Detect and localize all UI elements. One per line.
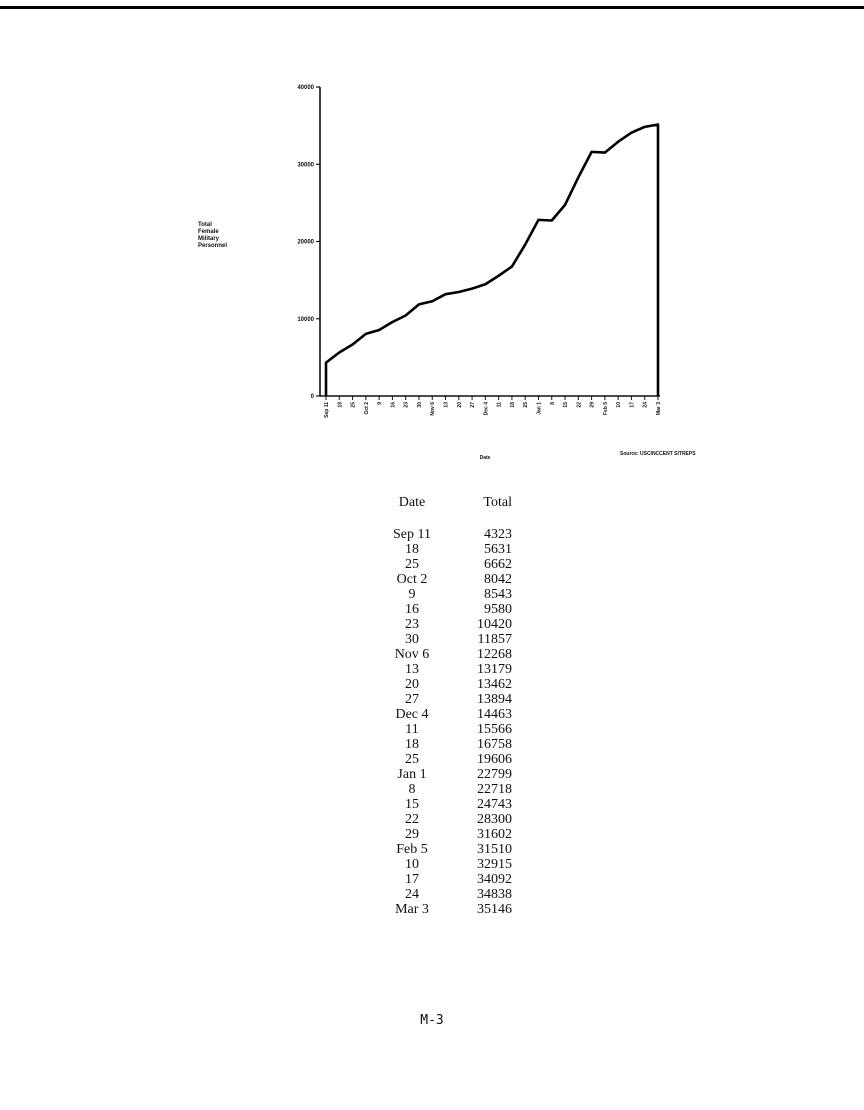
data-point bbox=[537, 219, 539, 221]
table-cell-total: 34092 bbox=[477, 872, 512, 887]
x-tick-label: 8 bbox=[549, 402, 556, 405]
data-point bbox=[351, 343, 353, 345]
x-tick-label: 25 bbox=[350, 402, 357, 408]
table-row bbox=[384, 542, 512, 557]
table-cell-date: 25 bbox=[405, 752, 419, 767]
table-cell-total: 11857 bbox=[477, 632, 512, 647]
x-axis-title: Date bbox=[479, 455, 491, 461]
data-point bbox=[391, 321, 393, 323]
y-axis-label-line: Total bbox=[198, 222, 212, 228]
table-cell-total: 13462 bbox=[477, 677, 512, 692]
table-row bbox=[384, 737, 512, 752]
data-point bbox=[497, 275, 499, 277]
data-point bbox=[511, 265, 513, 267]
table-cell-date: 13 bbox=[405, 662, 419, 677]
data-table bbox=[384, 495, 512, 917]
table-cell-total: 4323 bbox=[484, 527, 512, 542]
table-cell-total: 31602 bbox=[477, 827, 512, 842]
table-body bbox=[384, 527, 512, 917]
data-point bbox=[418, 303, 420, 305]
x-tick-label: 20 bbox=[456, 402, 463, 408]
table-row bbox=[384, 872, 512, 887]
line-chart bbox=[0, 0, 864, 470]
table-row bbox=[384, 902, 512, 917]
x-tick-label: 17 bbox=[629, 402, 636, 408]
table-cell-date: 9 bbox=[408, 587, 416, 602]
y-axis-label-line: Female bbox=[198, 229, 219, 235]
data-point bbox=[617, 141, 619, 143]
table-cell-total: 34838 bbox=[477, 887, 512, 902]
data-point bbox=[551, 219, 553, 221]
page-number: M-3 bbox=[420, 1013, 444, 1028]
x-tick-label: Jan 1 bbox=[536, 402, 543, 415]
table-row bbox=[384, 632, 512, 647]
table-cell-total: 35146 bbox=[477, 902, 512, 917]
x-tick-label: Sep 11 bbox=[324, 402, 330, 418]
x-tick-label: 9 bbox=[377, 402, 384, 405]
table-cell-total: 6662 bbox=[484, 557, 512, 572]
data-point bbox=[604, 151, 606, 153]
data-point bbox=[458, 291, 460, 293]
data-point bbox=[431, 300, 433, 302]
table-cell-total: 12268 bbox=[477, 647, 512, 662]
table-cell-total: 22799 bbox=[477, 767, 512, 782]
table-row bbox=[384, 842, 512, 857]
table-row bbox=[384, 827, 512, 842]
table-cell-date: Jan 1 bbox=[397, 767, 427, 782]
table-cell-date: Sep 11 bbox=[393, 527, 431, 542]
table-cell-total: 9580 bbox=[484, 602, 512, 617]
table-cell-date: 17 bbox=[405, 872, 419, 887]
x-tick-label: 10 bbox=[616, 402, 623, 408]
table-cell-date: 25 bbox=[405, 557, 419, 572]
table-row bbox=[384, 752, 512, 767]
table-cell-date: 27 bbox=[405, 692, 419, 707]
table-row bbox=[384, 767, 512, 782]
table-cell-total: 15566 bbox=[477, 722, 512, 737]
table-cell-total: 24743 bbox=[477, 797, 512, 812]
y-tick-label: 30000 bbox=[297, 162, 314, 169]
x-tick-label: 30 bbox=[416, 402, 423, 408]
y-tick-label: 0 bbox=[310, 394, 314, 400]
table-cell-total: 13179 bbox=[477, 662, 512, 677]
table-cell-date: 8 bbox=[408, 782, 416, 797]
table-cell-date: 29 bbox=[405, 827, 419, 842]
table-cell-date: Oct 2 bbox=[396, 572, 428, 587]
data-point bbox=[590, 151, 592, 153]
table-cell-total: 5631 bbox=[484, 542, 512, 557]
table-cell-total: 13894 bbox=[477, 692, 512, 707]
table-row bbox=[384, 557, 512, 572]
table-row bbox=[384, 857, 512, 872]
table-cell-total: 32915 bbox=[477, 857, 512, 872]
table-cell-total: 16758 bbox=[477, 737, 512, 752]
x-tick-label: 18 bbox=[337, 402, 344, 408]
table-cell-date: Nov 6 bbox=[394, 647, 430, 662]
table-cell-date: 23 bbox=[405, 617, 419, 632]
data-point bbox=[378, 329, 380, 331]
table-cell-date: Dec 4 bbox=[395, 707, 429, 722]
table-cell-total: 14463 bbox=[477, 707, 512, 722]
x-tick-label: 11 bbox=[496, 402, 503, 408]
table-row bbox=[384, 707, 512, 722]
table-header-total: Total bbox=[483, 495, 512, 510]
table-cell-total: 8543 bbox=[484, 587, 512, 602]
table-cell-total: 31510 bbox=[477, 842, 512, 857]
x-tick-label: Feb 5 bbox=[602, 402, 609, 416]
x-tick-label: 15 bbox=[563, 402, 570, 408]
table-cell-date: 18 bbox=[405, 737, 419, 752]
x-tick-label: Dec 4 bbox=[483, 402, 490, 416]
y-tick-label: 10000 bbox=[297, 316, 314, 323]
x-tick-label: 29 bbox=[589, 402, 596, 408]
table-row bbox=[384, 812, 512, 827]
table-cell-date: Mar 3 bbox=[395, 902, 429, 917]
data-point bbox=[564, 204, 566, 206]
table-header-row bbox=[384, 495, 512, 527]
table-row bbox=[384, 692, 512, 707]
data-point bbox=[365, 333, 367, 335]
table-cell-total: 22718 bbox=[477, 782, 512, 797]
table-row bbox=[384, 527, 512, 542]
table-cell-date: 10 bbox=[405, 857, 419, 872]
series-line bbox=[326, 124, 658, 396]
table-row bbox=[384, 617, 512, 632]
table-cell-total: 28300 bbox=[477, 812, 512, 827]
table-cell-date: 11 bbox=[405, 722, 419, 737]
x-tick-label: Oct 2 bbox=[363, 402, 370, 415]
table-cell-date: 18 bbox=[405, 542, 419, 557]
table-row bbox=[384, 662, 512, 677]
x-tick-label: 22 bbox=[576, 402, 583, 408]
table-cell-date: 22 bbox=[405, 812, 419, 827]
table-cell-total: 10420 bbox=[477, 617, 512, 632]
table-row bbox=[384, 572, 512, 587]
table-cell-date: 16 bbox=[405, 602, 419, 617]
data-point bbox=[484, 283, 486, 285]
table-row bbox=[384, 602, 512, 617]
table-cell-date: 20 bbox=[405, 677, 419, 692]
table-row bbox=[384, 677, 512, 692]
table-row bbox=[384, 887, 512, 902]
table-row bbox=[384, 722, 512, 737]
x-tick-label: Nov 6 bbox=[430, 402, 437, 416]
table-cell-date: 30 bbox=[405, 632, 419, 647]
x-tick-label: 23 bbox=[403, 402, 410, 408]
y-tick-label: 40000 bbox=[297, 85, 314, 91]
table-cell-date: 24 bbox=[405, 887, 419, 902]
table-row bbox=[384, 782, 512, 797]
x-tick-label: 27 bbox=[470, 402, 477, 408]
source-note: Source: USCINCCENT SITREPS bbox=[620, 451, 696, 457]
data-point bbox=[471, 287, 473, 289]
x-tick-label: 24 bbox=[642, 402, 649, 408]
data-point bbox=[524, 243, 526, 245]
table-cell-date: Feb 5 bbox=[396, 842, 428, 857]
data-point bbox=[444, 293, 446, 295]
y-axis-label-line: Personnel bbox=[198, 243, 228, 249]
table-cell-date: 15 bbox=[405, 797, 419, 812]
data-point bbox=[325, 361, 327, 363]
data-point bbox=[338, 351, 340, 353]
x-tick-label: 16 bbox=[390, 402, 397, 408]
x-tick-label: 13 bbox=[443, 402, 450, 408]
table-row bbox=[384, 647, 512, 662]
data-point bbox=[404, 314, 406, 316]
data-point bbox=[644, 126, 646, 128]
table-row bbox=[384, 797, 512, 812]
y-tick-label: 20000 bbox=[297, 239, 314, 246]
x-tick-label: Mar 3 bbox=[656, 402, 662, 416]
data-point bbox=[630, 131, 632, 133]
table-cell-total: 19606 bbox=[477, 752, 512, 767]
x-tick-label: 25 bbox=[523, 402, 530, 408]
y-axis-label-line: Military bbox=[198, 236, 220, 242]
table-cell-total: 8042 bbox=[484, 572, 512, 587]
data-point bbox=[657, 123, 659, 125]
table-row bbox=[384, 587, 512, 602]
table-header-date: Date bbox=[398, 495, 426, 510]
data-point bbox=[577, 176, 579, 178]
x-tick-label: 18 bbox=[509, 402, 516, 408]
